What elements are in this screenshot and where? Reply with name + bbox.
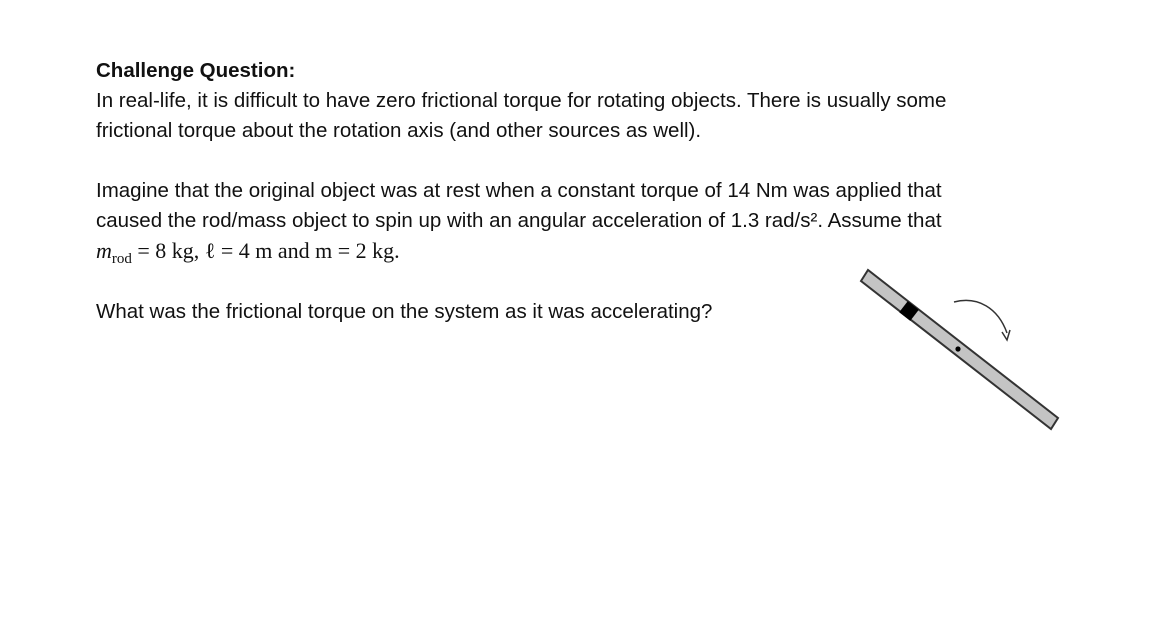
mass-rod-subscript: rod (111, 251, 132, 267)
pivot-point (955, 346, 960, 351)
given-math (96, 238, 400, 267)
question-prompt: What was the frictional torque on the system as it was accelerating? (96, 300, 713, 323)
rotation-arrow-icon (954, 300, 1007, 333)
setup-line-2: caused the rod/mass object to spin up with an angular acceleration of 1.3 rad/s². Assume that (96, 209, 942, 232)
question-heading: Challenge Question: (96, 59, 296, 82)
setup-line-1: Imagine that the original object was at rest when a constant torque of 14 Nm was applied that (96, 179, 942, 202)
mass-rod-symbol: m (96, 238, 112, 263)
intro-line-2: frictional torque about the rotation axis (and other sources as well). (96, 119, 702, 142)
paragraph-spacer (96, 146, 1086, 176)
rod-diagram (850, 262, 1065, 437)
given-values-rest: = 8 kg, ℓ = 4 m and m = 2 kg. (131, 238, 400, 263)
intro-line-1: In real-life, it is difficult to have zero frictional torque for rotating objects. There is usually some (96, 89, 947, 112)
